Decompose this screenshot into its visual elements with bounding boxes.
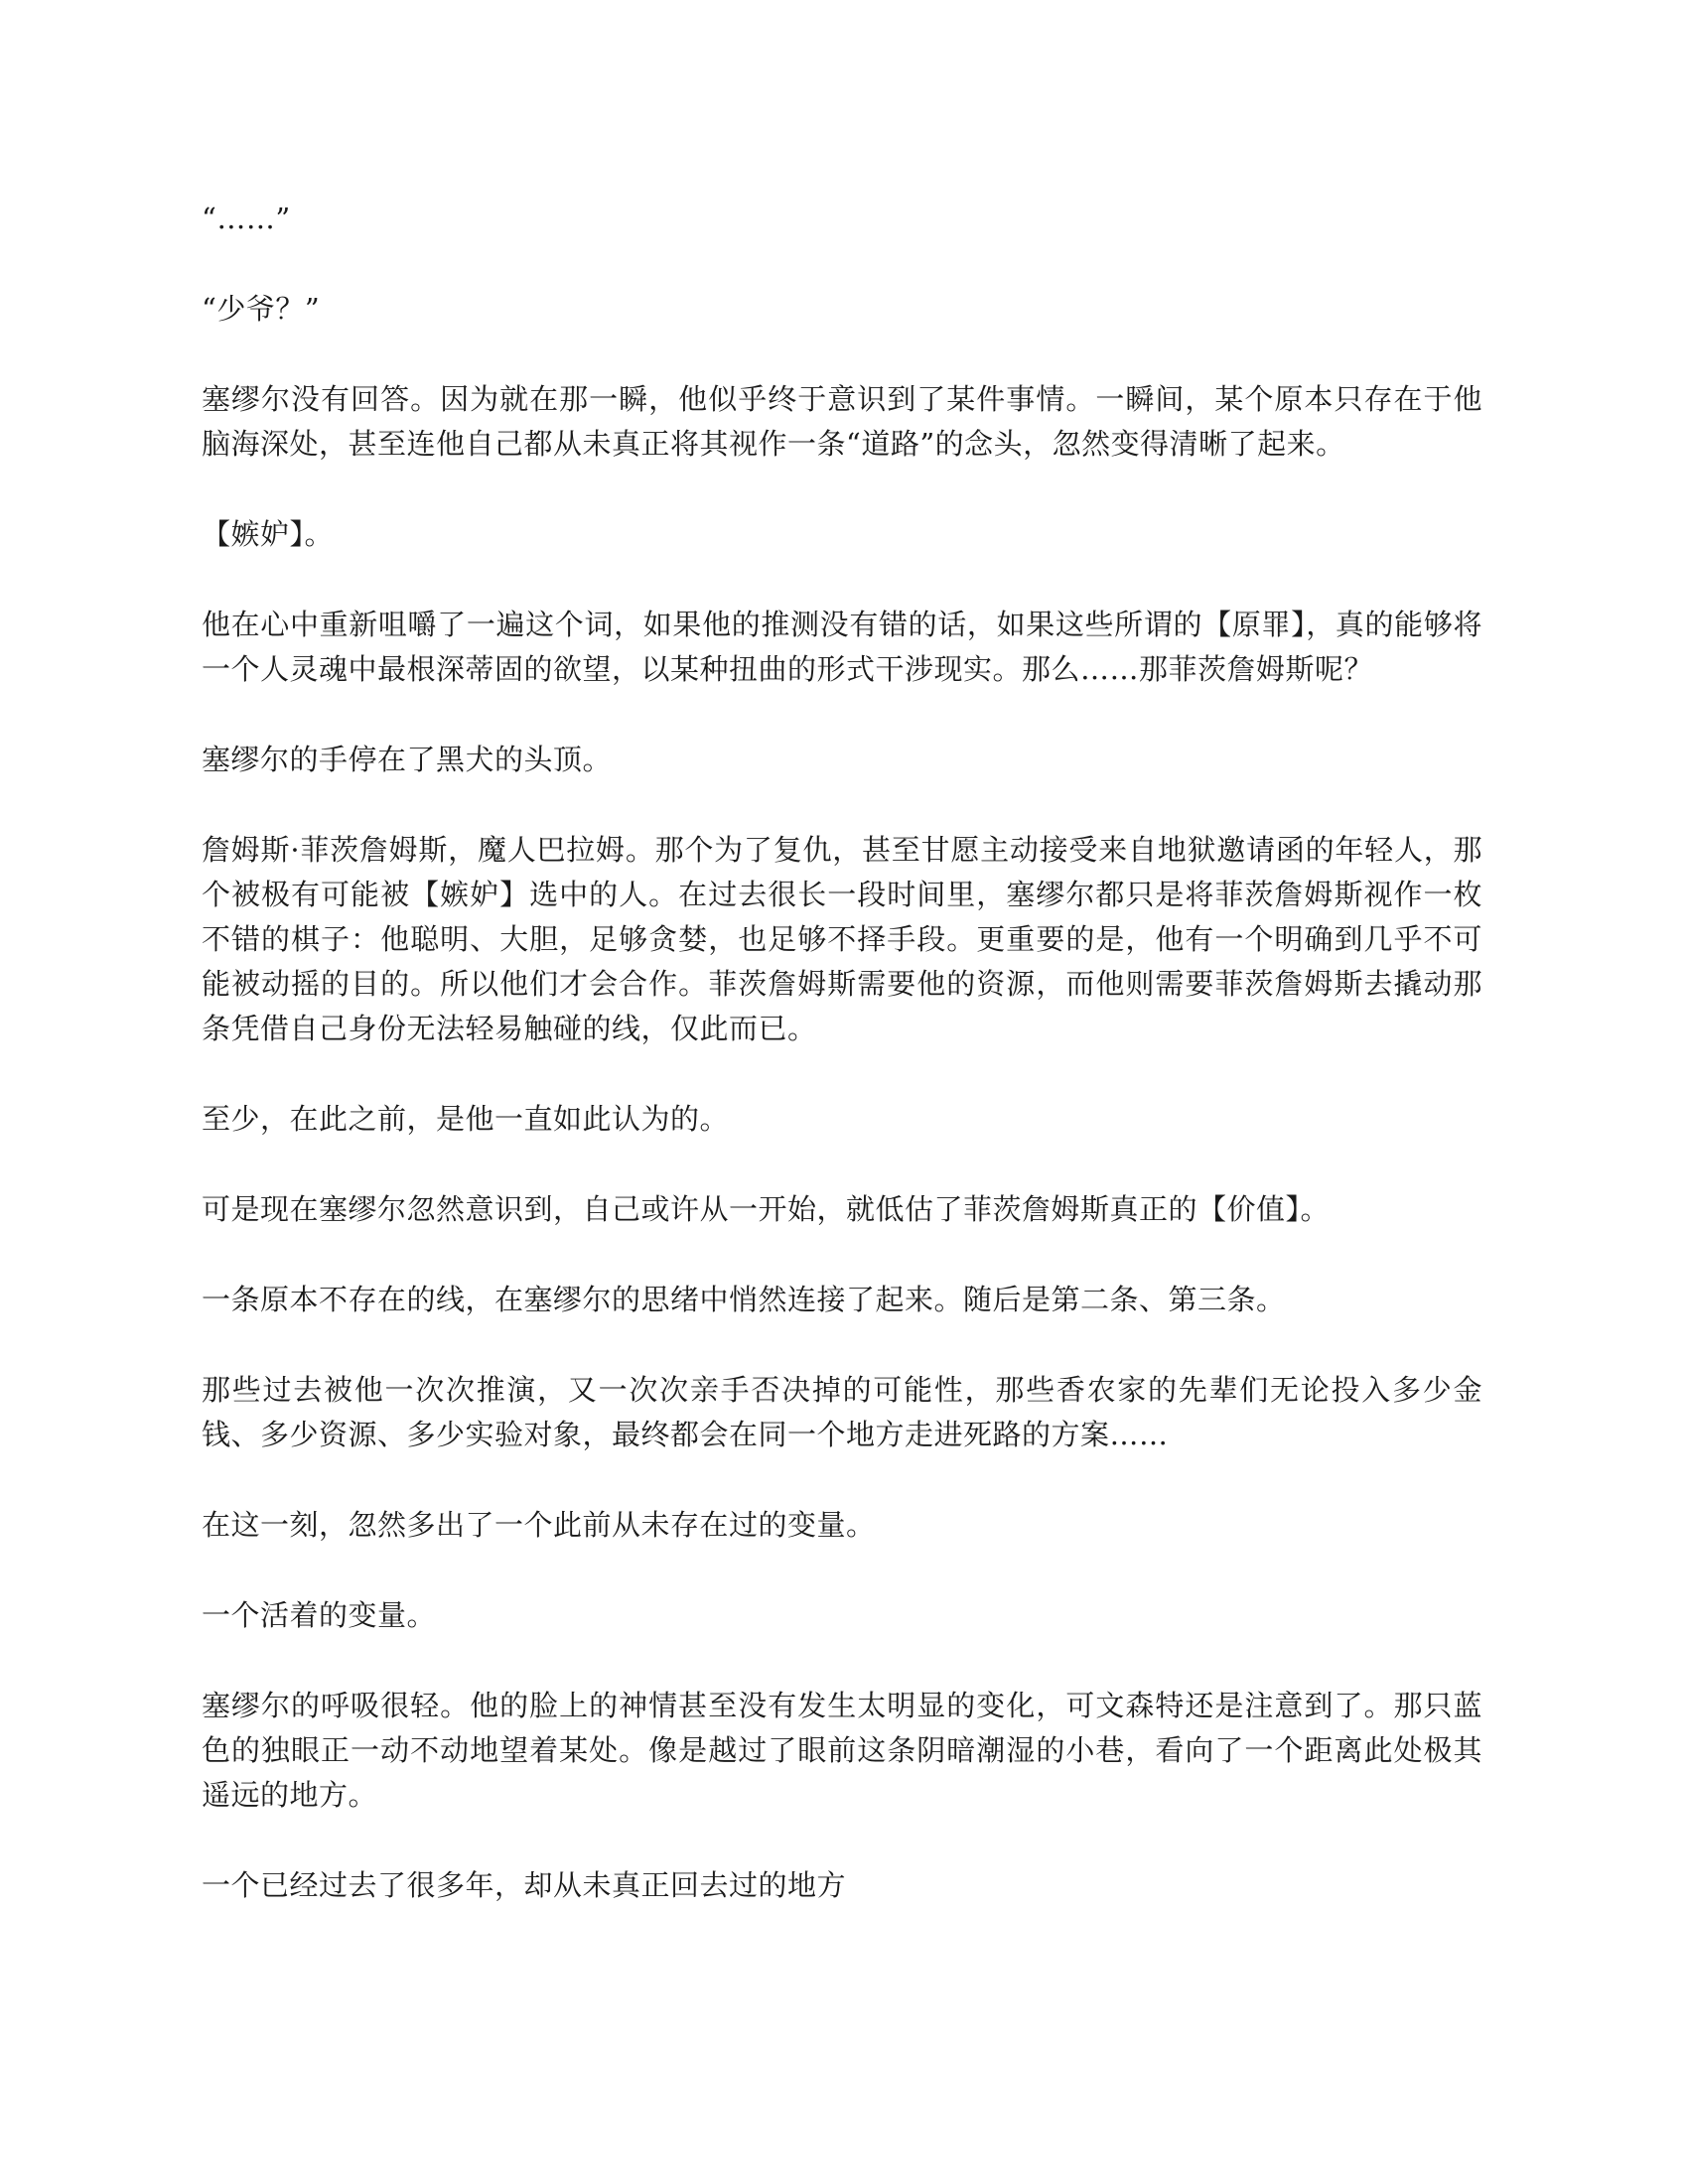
body-text: [202, 197, 1482, 1954]
paragraph-value: 可是现在塞缪尔忽然意识到，自己或许从一开始，就低估了菲茨詹姆斯真正的【价值】。: [202, 1192, 1331, 1226]
paragraph-envy: 【嫉妒】。: [202, 517, 335, 551]
paragraph-lines-connect: 一条原本不存在的线，在塞缪尔的思绪中悄然连接了起来。随后是第二条、第三条。: [202, 1283, 1286, 1316]
paragraph-fitzjames: 詹姆斯·菲茨詹姆斯，魔人巴拉姆。那个为了复仇，甚至甘愿主动接受来自地狱邀请函的年轻人，那个被极有可能被【嫉妒】选中的人。在过去很长一段时间里，塞缪尔都只是将菲茨詹姆斯视作一枚不错的棋子：他聪明、大胆，足够贪婪，也足够不择手段。更重要的是，他有一个明确到几乎不可能被动摇的目的。所以他们才会合作。菲茨詹姆斯需要他的资源，而他则需要菲茨詹姆斯去撬动那条凭借自己身份无法轻易触碰的线，仅此而已。: [202, 833, 1482, 1045]
paragraph-breathing: 塞缪尔的呼吸很轻。他的脸上的神情甚至没有发生太明显的变化，可文森特还是注意到了。那只蓝色的独眼正一动不动地望着某处。像是越过了眼前这条阴暗潮湿的小巷，看向了一个距离此处极其遥远的地方。: [202, 1689, 1482, 1812]
paragraph-distant-place: 一个已经过去了很多年，却从未真正回去过的地方: [202, 1868, 847, 1902]
paragraph-samuel-realization: 塞缪尔没有回答。因为就在那一瞬，他似乎终于意识到了某件事情。一瞬间，某个原本只存在于他脑海深处，甚至连他自己都从未真正将其视作一条“道路”的念头，忽然变得清晰了起来。: [202, 382, 1482, 461]
paragraph-new-variable: 在这一刻，忽然多出了一个此前从未存在过的变量。: [202, 1508, 876, 1542]
paragraph-hand-on-dog: 塞缪尔的手停在了黑犬的头顶。: [202, 743, 613, 776]
paragraph-possibilities: 那些过去被他一次次推演，又一次次亲手否决掉的可能性，那些香农家的先辈们无论投入多少金钱、多少资源、多少实验对象，最终都会在同一个地方走进死路的方案……: [202, 1373, 1482, 1451]
paragraph-living-variable: 一个活着的变量。: [202, 1598, 437, 1632]
paragraph-ellipsis-quote: “……”: [202, 202, 291, 235]
paragraph-original-sin: 他在心中重新咀嚼了一遍这个词，如果他的推测没有错的话，如果这些所谓的【原罪】，真的能够将一个人灵魂中最根深蒂固的欲望，以某种扭曲的形式干涉现实。那么……那菲茨詹姆斯呢？: [202, 608, 1482, 686]
paragraph-young-master-quote: “少爷？”: [202, 292, 321, 326]
paragraph-at-least: 至少，在此之前，是他一直如此认为的。: [202, 1102, 730, 1136]
